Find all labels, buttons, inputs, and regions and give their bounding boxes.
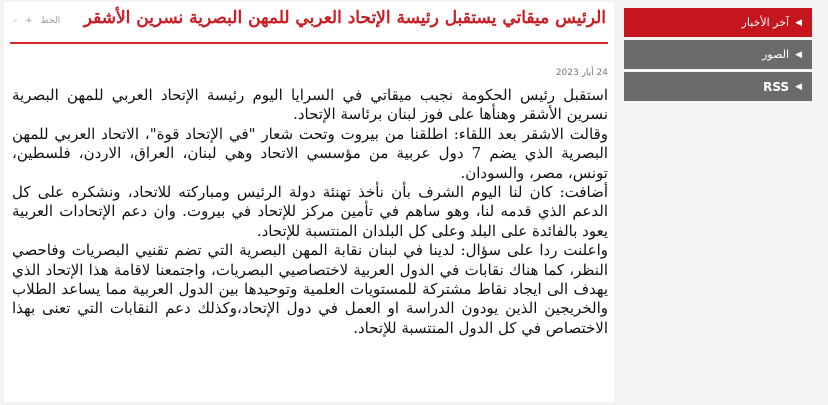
sidebar-menu bbox=[624, 8, 812, 104]
article-paragraph: استقبل رئيس الحكومة نجيب ميقاتي في السرايا اليوم رئيسة الإتحاد العربي للمهن البصرية نسرين الأشقر وهنأها على فوز لبنان برئاسة الإتحاد. bbox=[12, 86, 608, 124]
sidebar-item-label: RSS bbox=[763, 79, 790, 94]
sidebar-item-rss[interactable] bbox=[624, 72, 812, 101]
article-body bbox=[12, 86, 608, 338]
arrow-left-icon: ◀ bbox=[795, 81, 802, 92]
header-divider bbox=[10, 42, 608, 44]
article-paragraph: وقالت الاشقر بعد اللقاء: اطلقنا من بيروت وتحت شعار "في الإتحاد قوة"، الاتحاد العربي للمهن البصرية الذي يضم 7 دول عربية من مؤسسي الاتحاد وهي لبنان، العراق، الاردن، فلسطين، تونس، مصر، والسودان. bbox=[12, 124, 608, 182]
arrow-left-icon: ◀ bbox=[795, 17, 802, 28]
sidebar-item-photos[interactable] bbox=[624, 40, 812, 69]
sidebar-item-label: الصور bbox=[762, 48, 790, 61]
article-paragraph: أضافت: كان لنا اليوم الشرف بأن نأخذ تهنئة دولة الرئيس ومباركته للاتحاد، ونشكره على كل الدعم الذي قدمه لنا، وهو ساهم في تأمين مركز للإتحاد في بيروت. وان دعم الإتحادات العربية يعود بالفائدة على البلد وعلى كل البلدان المنتسبة للإتحاد. bbox=[12, 183, 608, 240]
font-label: الخط bbox=[40, 16, 61, 26]
article-header bbox=[4, 2, 614, 42]
article-date: 24 أيار 2023 bbox=[555, 68, 608, 78]
article-paragraph: واعلنت ردا على سؤال: لدينا في لبنان نقابة المهن البصرية التي تضم تقنيي البصريات وفاحصي النظر، كما هناك نقابات في الدول العربية لاختصاصيي البصريات، واجتمعنا لاقامة هذا الإتحاد الذي يهدف الى ايجاد نقاط مشتركة للمستويات العلمية وتوحيدها بين الدول العربية مما يساعد الطلاب والخريجين الذين يودون الدراسة او العمل في دول الإتحاد،وكذلك دعم النقابات التي تعنى بهذا الاختصاص في كل الدول المنتسبة للإتحاد. bbox=[12, 241, 608, 337]
article-title: الرئيس ميقاتي يستقبل رئيسة الإتحاد العربي للمهن البصرية نسرين الأشقر bbox=[83, 8, 606, 28]
font-increase-button[interactable]: + bbox=[25, 16, 33, 26]
sidebar-item-latest-news[interactable] bbox=[624, 8, 812, 37]
font-size-tools bbox=[14, 16, 65, 26]
sidebar-item-label: آخر الأخبار bbox=[741, 16, 790, 29]
article-panel bbox=[4, 2, 614, 402]
arrow-left-icon: ◀ bbox=[795, 49, 802, 60]
font-decrease-button[interactable]: - bbox=[14, 16, 18, 26]
